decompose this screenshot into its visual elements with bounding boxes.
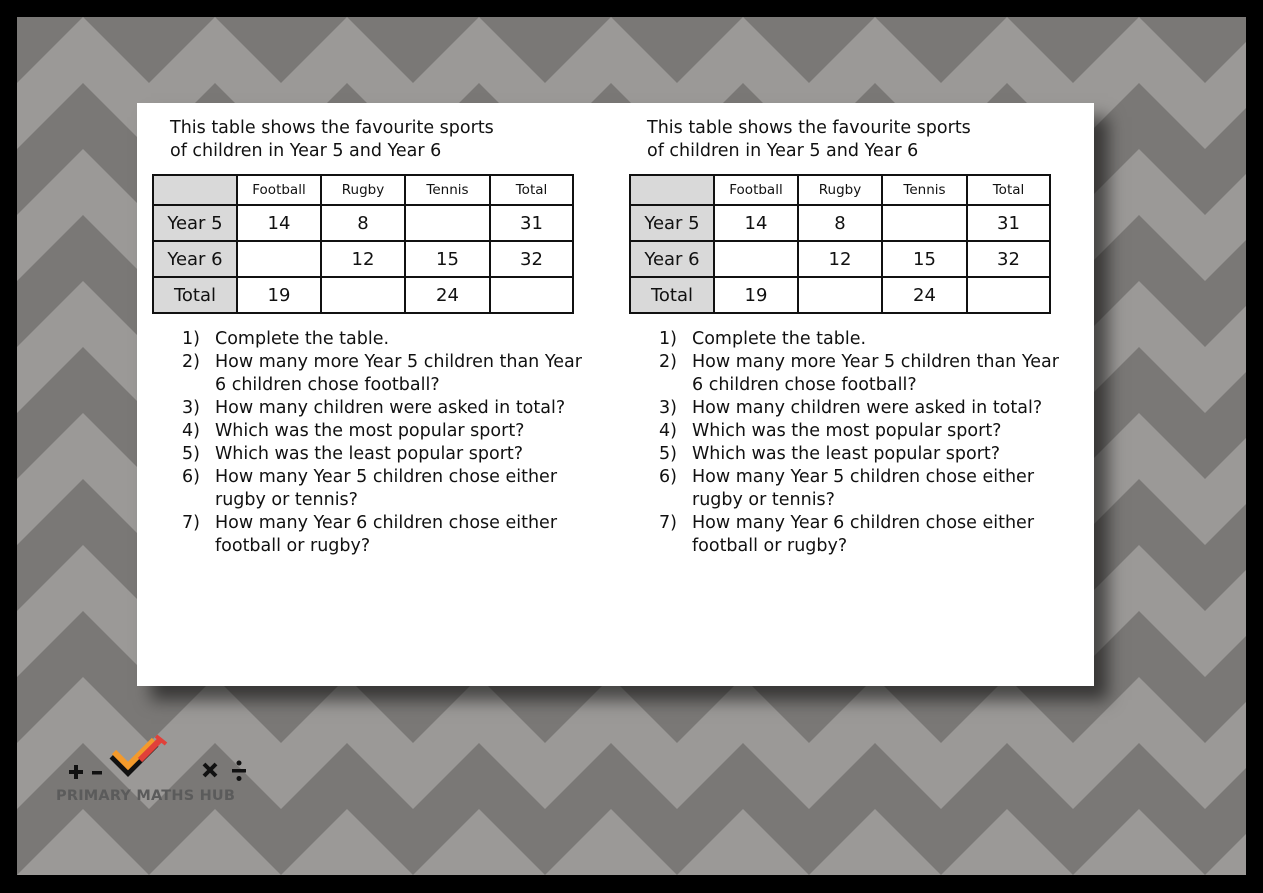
table-corner-cell [153, 175, 237, 205]
question-text: How many more Year 5 children than Year 6 children chose football? [215, 352, 582, 395]
question-number: 6) [659, 467, 677, 487]
row-header: Total [630, 277, 714, 313]
table-cell: 19 [714, 277, 798, 313]
question-text: Complete the table. [215, 329, 390, 349]
question-text: Which was the most popular sport? [692, 421, 1002, 441]
table-cell: 24 [405, 277, 490, 313]
question-number: 7) [182, 513, 200, 533]
question-text: Which was the least popular sport? [692, 444, 1001, 464]
table-corner-cell [630, 175, 714, 205]
sports-table [629, 174, 1051, 314]
question-item [659, 512, 1059, 558]
question-number: 3) [182, 398, 200, 418]
row-header: Year 5 [153, 205, 237, 241]
intro-text [647, 117, 971, 163]
row-header: Total [153, 277, 237, 313]
table-cell [321, 277, 405, 313]
question-text: How many Year 5 children chose either rugby or tennis? [692, 467, 1035, 510]
column-header-total: Total [967, 175, 1050, 205]
question-item [182, 397, 582, 420]
question-item [182, 512, 582, 558]
question-list [659, 328, 1059, 558]
table-cell: 31 [490, 205, 573, 241]
table-cell [490, 277, 573, 313]
question-item [659, 351, 1059, 397]
question-item [182, 466, 582, 512]
table-row-year-5 [630, 205, 1050, 241]
column-header-total: Total [490, 175, 573, 205]
question-number: 6) [182, 467, 200, 487]
table-cell [405, 205, 490, 241]
table-cell [798, 277, 882, 313]
divide-icon [232, 761, 246, 782]
question-item [182, 443, 582, 466]
question-number: 7) [659, 513, 677, 533]
table-row-year-5 [153, 205, 573, 241]
plus-icon [69, 765, 83, 779]
table-cell: 8 [798, 205, 882, 241]
question-text: Which was the most popular sport? [215, 421, 525, 441]
column-header-rugby: Rugby [798, 175, 882, 205]
question-item [659, 420, 1059, 443]
column-header-tennis: Tennis [405, 175, 490, 205]
question-text: Which was the least popular sport? [215, 444, 524, 464]
table-cell: 31 [967, 205, 1050, 241]
question-text: How many Year 6 children chose either football or rugby? [692, 513, 1035, 556]
table-cell [967, 277, 1050, 313]
table-cell: 19 [237, 277, 321, 313]
question-text: How many children were asked in total? [692, 398, 1043, 418]
table-cell: 14 [237, 205, 321, 241]
table-cell: 15 [882, 241, 967, 277]
logo-brand-text: PRIMARY MATHS HUB [56, 788, 236, 804]
question-item [659, 443, 1059, 466]
question-number: 1) [182, 329, 200, 349]
table-cell [714, 241, 798, 277]
sports-table [152, 174, 574, 314]
worksheet-card [137, 103, 1094, 686]
row-header: Year 5 [630, 205, 714, 241]
minus-icon [92, 771, 102, 775]
row-header: Year 6 [630, 241, 714, 277]
table-cell: 32 [967, 241, 1050, 277]
question-item [659, 397, 1059, 420]
question-text: How many children were asked in total? [215, 398, 566, 418]
question-number: 4) [182, 421, 200, 441]
table-cell [237, 241, 321, 277]
table-cell: 12 [798, 241, 882, 277]
checkmark-icon [112, 736, 166, 772]
question-number: 2) [182, 352, 200, 372]
table-row-year-6 [153, 241, 573, 277]
question-item [659, 328, 1059, 351]
question-text: How many more Year 5 children than Year 6 children chose football? [692, 352, 1059, 395]
times-icon [204, 764, 216, 776]
table-row-total [630, 277, 1050, 313]
column-header-rugby: Rugby [321, 175, 405, 205]
table-row-total [153, 277, 573, 313]
question-number: 4) [659, 421, 677, 441]
table-cell: 8 [321, 205, 405, 241]
column-header-football: Football [237, 175, 321, 205]
table-cell [882, 205, 967, 241]
question-item [659, 466, 1059, 512]
primary-maths-hub-logo [56, 730, 256, 810]
table-cell: 15 [405, 241, 490, 277]
table-cell: 24 [882, 277, 967, 313]
column-header-tennis: Tennis [882, 175, 967, 205]
table-cell: 32 [490, 241, 573, 277]
question-number: 3) [659, 398, 677, 418]
question-item [182, 351, 582, 397]
question-number: 2) [659, 352, 677, 372]
table-cell: 12 [321, 241, 405, 277]
intro-line-1: This table shows the favourite sports [647, 118, 971, 138]
intro-line-1: This table shows the favourite sports [170, 118, 494, 138]
table-header-row [630, 175, 1050, 205]
question-text: How many Year 6 children chose either football or rugby? [215, 513, 558, 556]
intro-line-2: of children in Year 5 and Year 6 [170, 141, 442, 161]
question-number: 5) [182, 444, 200, 464]
question-item [182, 420, 582, 443]
question-item [182, 328, 582, 351]
question-text: How many Year 5 children chose either rugby or tennis? [215, 467, 558, 510]
table-cell: 14 [714, 205, 798, 241]
question-number: 5) [659, 444, 677, 464]
table-row-year-6 [630, 241, 1050, 277]
intro-text [170, 117, 494, 163]
question-number: 1) [659, 329, 677, 349]
row-header: Year 6 [153, 241, 237, 277]
question-list [182, 328, 582, 558]
column-header-football: Football [714, 175, 798, 205]
question-text: Complete the table. [692, 329, 867, 349]
logo-symbols [56, 730, 256, 790]
table-header-row [153, 175, 573, 205]
intro-line-2: of children in Year 5 and Year 6 [647, 141, 919, 161]
